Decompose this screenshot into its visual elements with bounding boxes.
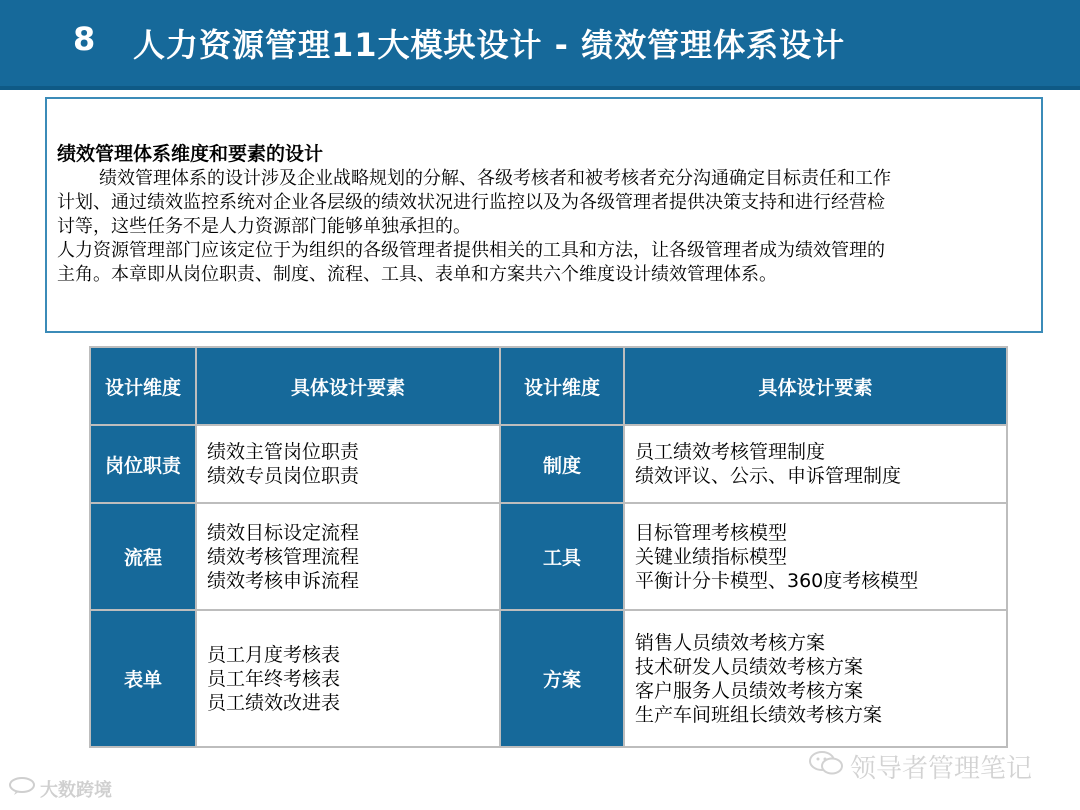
element-item: 员工绩效考核管理制度 xyxy=(635,441,826,463)
title-bar xyxy=(0,0,1080,90)
dimension-cell: 表单 xyxy=(91,611,195,746)
watermark-right xyxy=(808,748,1032,785)
intro-line: 主角。本章即从岗位职责、制度、流程、工具、表单和方案共六个维度设计绩效管理体系。 xyxy=(57,264,777,285)
table-header-elements-left: 具体设计要素 xyxy=(197,348,499,424)
element-item: 生产车间班组长绩效考核方案 xyxy=(635,703,883,726)
element-item: 绩效目标设定流程 xyxy=(207,521,360,544)
element-item: 技术研发人员绩效考核方案 xyxy=(635,655,864,678)
page-title: 人力资源管理11大模块设计 - 绩效管理体系设计 xyxy=(133,26,846,64)
wechat-icon xyxy=(808,749,844,784)
watermark-left xyxy=(8,776,112,802)
watermark-left-text: 大数跨境 xyxy=(40,780,112,801)
elements-cell xyxy=(197,426,499,502)
element-item: 销售人员绩效考核方案 xyxy=(635,631,826,654)
element-item: 目标管理考核模型 xyxy=(635,521,788,544)
element-item: 绩效主管岗位职责 xyxy=(207,441,360,463)
element-item: 员工绩效改进表 xyxy=(207,691,341,714)
intro-line: 绩效管理体系的设计涉及企业战略规划的分解、各级考核者和被考核者充分沟通确定目标责任和工作 xyxy=(99,168,891,189)
intro-box xyxy=(45,97,1043,333)
dimension-cell: 制度 xyxy=(501,426,623,502)
intro-line: 计划、通过绩效监控系统对企业各层级的绩效状况进行监控以及为各级管理者提供决策支持和进行经营检 xyxy=(57,192,885,213)
intro-line: 讨等，这些任务不是人力资源部门能够单独承担的。 xyxy=(57,216,471,237)
intro-text xyxy=(57,167,1037,287)
chat-bubble-icon xyxy=(8,776,36,801)
intro-heading: 绩效管理体系维度和要素的设计 xyxy=(57,143,324,165)
element-item: 绩效专员岗位职责 xyxy=(207,465,360,487)
element-item: 客户服务人员绩效考核方案 xyxy=(635,679,864,702)
dimension-cell: 方案 xyxy=(501,611,623,746)
element-item: 员工月度考核表 xyxy=(207,643,341,666)
element-item: 绩效考核申诉流程 xyxy=(207,569,360,592)
element-item: 员工年终考核表 xyxy=(207,667,341,690)
design-elements-table xyxy=(89,346,1008,748)
elements-cell xyxy=(625,426,1006,502)
element-item: 关键业绩指标模型 xyxy=(635,545,788,568)
element-item: 绩效考核管理流程 xyxy=(207,545,360,568)
element-item: 绩效评议、公示、申诉管理制度 xyxy=(635,465,902,487)
section-number: 8 xyxy=(73,20,96,58)
elements-cell xyxy=(625,611,1006,746)
dimension-cell: 岗位职责 xyxy=(91,426,195,502)
watermark-right-text: 领导者管理笔记 xyxy=(850,754,1033,784)
dimension-cell: 流程 xyxy=(91,504,195,609)
table-header-dimension-right: 设计维度 xyxy=(501,348,623,424)
dimension-cell: 工具 xyxy=(501,504,623,609)
elements-cell xyxy=(197,611,499,746)
intro-line: 人力资源管理部门应该定位于为组织的各级管理者提供相关的工具和方法，让各级管理者成为绩效管理的 xyxy=(57,240,885,261)
elements-cell xyxy=(197,504,499,609)
table-header-dimension-left: 设计维度 xyxy=(91,348,195,424)
element-item: 平衡计分卡模型、360度考核模型 xyxy=(635,569,919,592)
table-header-elements-right: 具体设计要素 xyxy=(625,348,1006,424)
elements-cell xyxy=(625,504,1006,609)
